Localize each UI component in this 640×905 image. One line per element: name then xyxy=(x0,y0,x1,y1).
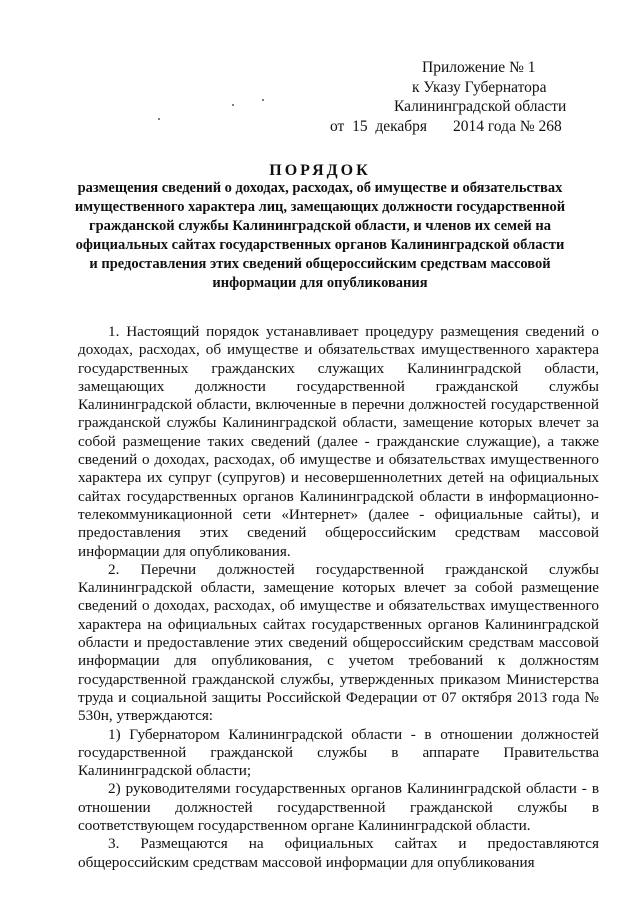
appendix-region: Калининградской области xyxy=(394,98,567,115)
scan-speck xyxy=(158,118,160,120)
paragraph-1: 1. Настоящий порядок устанавливает процедуру размещения сведений о доходах, расходах, об имуществе и обязательствах имущественного характера государственных гражданских служащих Калининградской области, замещающих должности государственной гражданской службы Калининградской области, включенные в перечни должностей государственной гражданской службы Калининградской области, замещение которых влечет за собой размещение таких сведений (далее - гражданские служащие), а также сведений о доходах, расходах, об имуществе и обязательствах имущественного характера их супруг (супругов) и несовершеннолетних детей на официальных сайтах государственных органов Калининградской области в информационно-телекоммуникационной сети «Интернет» (далее - официальные сайты), и предоставления этих сведений общероссийским средствам массовой информации для опубликования. xyxy=(78,323,599,560)
appendix-header xyxy=(330,58,630,136)
scan-speck xyxy=(232,104,234,106)
scan-speck xyxy=(262,99,264,101)
document-title: ПОРЯДОК xyxy=(269,162,371,179)
paragraph-2-item-2: 2) руководителями государственных органов Калининградской области - в отношении должностей государственной гражданской службы в соответствующем государственном органе Калининградской области. xyxy=(78,780,599,835)
paragraph-2-item-1: 1) Губернатором Калининградской области - в отношении должностей государственной гражданской службы в аппарате Правительства Калининградской области; xyxy=(78,725,599,780)
appendix-number: Приложение № 1 xyxy=(422,59,536,76)
paragraph-3: 3. Размещаются на официальных сайтах и предоставляются общероссийским средствам массовой информации для опубликования xyxy=(78,835,599,871)
appendix-date xyxy=(330,117,630,137)
appendix-decree: к Указу Губернатора xyxy=(412,78,547,96)
document-body xyxy=(78,323,599,872)
document-subtitle: размещения сведений о доходах, расходах, об имуществе и обязательствах имущественного характера лиц, замещающих должности государственной гражданской службы Калининградской области, и членов их семей на официальных сайтах государственных органов Калининградской области и предоставления этих сведений общероссийским средствам массовой информации для опубликования xyxy=(74,180,566,291)
appendix-date-year: 2014 года № 268 xyxy=(453,117,562,135)
appendix-date-day: от 15 декабря xyxy=(330,117,428,135)
paragraph-2: 2. Перечни должностей государственной гражданской службы Калининградской области, замещение которых влечет за собой размещение сведений о доходах, расходах, об имуществе и обязательствах имущественного характера на официальных сайтах государственных органов Калининградской области и предоставление этих сведений общероссийским средствам массовой информации для опубликования, с учетом требований к должностям государственной гражданской службы, утвержденных приказом Министерства труда и социальной защиты Российской Федерации от 07 октября 2013 года № 530н, утверждаются: xyxy=(78,560,599,725)
